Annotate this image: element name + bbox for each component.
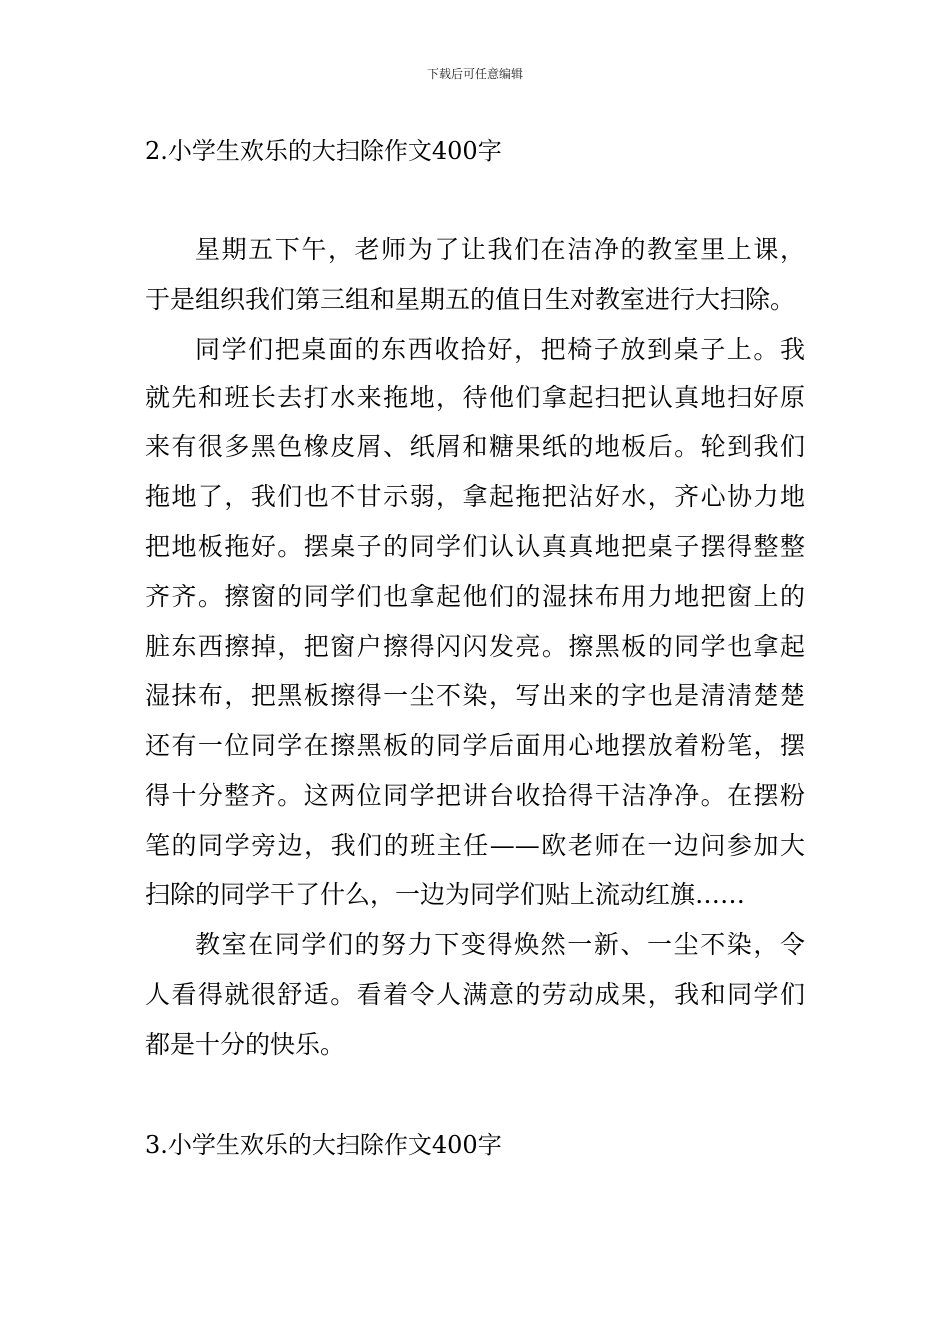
paragraph-line: 同学们把桌面的东西收拾好，把椅子放到桌子上。我 <box>195 335 805 364</box>
section-heading: 3.小学生欢乐的大扫除作文400字 <box>145 1131 502 1159</box>
paragraph-line: 来有很多黑色橡皮屑、纸屑和糖果纸的地板后。轮到我们 <box>145 432 805 461</box>
paragraph-line: 湿抹布，把黑板擦得一尘不染，写出来的字也是清清楚楚 <box>145 681 805 710</box>
paragraph-line: 把地板拖好。摆桌子的同学们认认真真地把桌子摆得整整 <box>145 532 805 561</box>
section-heading: 2.小学生欢乐的大扫除作文400字 <box>145 137 502 165</box>
paragraph-line: 就先和班长去打水来拖地，待他们拿起扫把认真地扫好原 <box>145 383 805 412</box>
paragraph-line: 星期五下午，老师为了让我们在洁净的教室里上课， <box>195 235 805 264</box>
paragraph-line: 拖地了，我们也不甘示弱，拿起拖把沾好水，齐心协力地 <box>145 482 805 511</box>
paragraph-line: 人看得就很舒适。看着令人满意的劳动成果，我和同学们 <box>145 980 805 1009</box>
paragraph-line: 扫除的同学干了什么，一边为同学们贴上流动红旗…… <box>145 880 746 909</box>
paragraph-line: 笔的同学旁边，我们的班主任——欧老师在一边问参加大 <box>145 831 805 860</box>
paragraph-line: 都是十分的快乐。 <box>145 1030 346 1059</box>
paragraph-line: 于是组织我们第三组和星期五的值日生对教室进行大扫除。 <box>145 285 796 314</box>
paragraph-line: 得十分整齐。这两位同学把讲台收拾得干洁净净。在摆粉 <box>145 781 805 810</box>
paragraph-line: 齐齐。擦窗的同学们也拿起他们的湿抹布用力地把窗上的 <box>145 582 805 611</box>
paragraph-line: 脏东西擦掉，把窗户擦得闪闪发亮。擦黑板的同学也拿起 <box>145 632 805 661</box>
header-note: 下载后可任意编辑 <box>426 67 523 81</box>
paragraph-line: 还有一位同学在擦黑板的同学后面用心地摆放着粉笔，摆 <box>145 731 805 760</box>
paragraph-line: 教室在同学们的努力下变得焕然一新、一尘不染，令 <box>195 930 805 959</box>
